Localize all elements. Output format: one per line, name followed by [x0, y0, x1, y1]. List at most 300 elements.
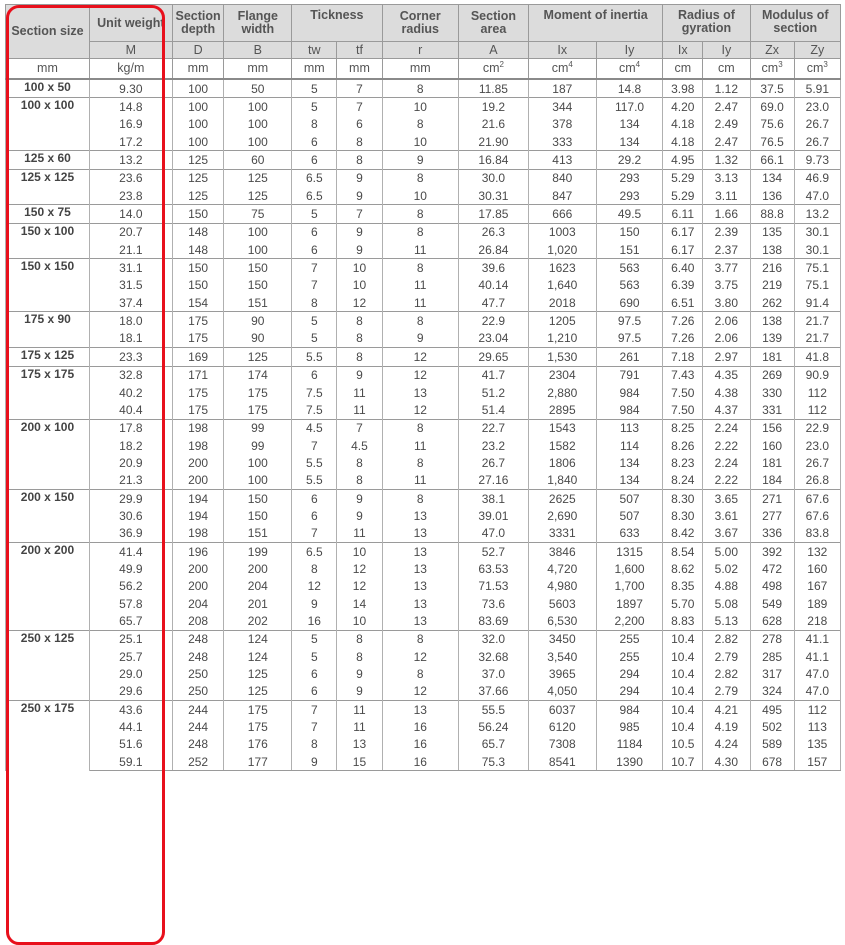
table-cell: 5: [292, 79, 337, 98]
table-cell: 2.47: [703, 133, 750, 151]
table-cell: 8: [382, 79, 458, 98]
table-cell: 32.0: [458, 630, 528, 648]
table-cell: 125: [224, 348, 292, 366]
table-cell: 23.04: [458, 330, 528, 348]
table-cell: 23.3: [89, 348, 172, 366]
table-cell: 840: [528, 169, 596, 187]
table-cell: 11: [382, 437, 458, 454]
table-cell: 13: [337, 736, 382, 753]
table-cell: 8: [337, 133, 382, 151]
table-cell: 8: [382, 312, 458, 330]
table-cell: 5.02: [703, 560, 750, 577]
table-cell: 218: [794, 612, 840, 630]
table-cell: 3.98: [663, 79, 703, 98]
table-cell: 194: [172, 507, 224, 524]
table-cell: 14.8: [89, 98, 172, 116]
table-cell: 75.1: [794, 259, 840, 277]
table-cell: 90.9: [794, 366, 840, 384]
table-cell: 5: [292, 330, 337, 348]
table-cell: 22.9: [458, 312, 528, 330]
table-cell: 2,690: [528, 507, 596, 524]
table-cell: 255: [596, 630, 663, 648]
table-cell: 5.29: [663, 187, 703, 205]
table-cell: 30.1: [794, 223, 840, 241]
table-cell: 7: [292, 525, 337, 543]
table-cell: 9: [337, 366, 382, 384]
col-header-modulus-of-section: Modulus of section: [750, 5, 840, 42]
table-cell: 2.22: [703, 472, 750, 490]
table-cell: 40.4: [89, 401, 172, 419]
table-cell: 41.1: [794, 648, 840, 665]
table-cell: 38.1: [458, 489, 528, 507]
table-cell: 27.16: [458, 472, 528, 490]
table-cell: 5.5: [292, 472, 337, 490]
table-cell: 262: [750, 294, 794, 312]
table-cell: 12: [382, 648, 458, 665]
table-cell: 3450: [528, 630, 596, 648]
table-cell: 150: [224, 259, 292, 277]
section-size-cell: 100 x 50: [6, 79, 90, 98]
table-cell: 4.37: [703, 401, 750, 419]
table-cell: 13: [382, 578, 458, 595]
table-cell: 331: [750, 401, 794, 419]
table-cell: 31.1: [89, 259, 172, 277]
section-size-cell: 175 x 175: [6, 366, 90, 419]
table-cell: 317: [750, 665, 794, 682]
table-cell: 13: [382, 507, 458, 524]
table-cell: 11: [337, 384, 382, 401]
table-cell: 507: [596, 489, 663, 507]
table-cell: 502: [750, 718, 794, 735]
table-cell: 125: [172, 187, 224, 205]
table-cell: 6: [292, 683, 337, 701]
table-cell: 8.23: [663, 454, 703, 471]
table-cell: 73.6: [458, 595, 528, 612]
table-cell: 112: [794, 401, 840, 419]
table-cell: 65.7: [458, 736, 528, 753]
table-cell: 8: [292, 116, 337, 133]
table-cell: 12: [382, 401, 458, 419]
table-cell: 30.0: [458, 169, 528, 187]
table-cell: 8: [337, 472, 382, 490]
table-cell: 208: [172, 612, 224, 630]
table-cell: 4.38: [703, 384, 750, 401]
table-row: [6, 683, 841, 701]
table-cell: 8.42: [663, 525, 703, 543]
table-cell: 100: [224, 454, 292, 471]
table-cell: 1,530: [528, 348, 596, 366]
table-cell: 628: [750, 612, 794, 630]
table-cell: 7: [337, 419, 382, 437]
section-size-cell: 150 x 75: [6, 205, 90, 223]
table-cell: 8: [382, 665, 458, 682]
table-cell: 8: [382, 205, 458, 223]
table-cell: 9: [337, 223, 382, 241]
symbol-gyration-iy: Iy: [703, 42, 750, 59]
table-cell: 15: [337, 753, 382, 771]
table-cell: 200: [224, 560, 292, 577]
table-cell: 9: [337, 241, 382, 259]
unit-depth: mm: [172, 59, 224, 80]
table-cell: 269: [750, 366, 794, 384]
table-cell: 216: [750, 259, 794, 277]
table-cell: 65.7: [89, 612, 172, 630]
table-cell: 666: [528, 205, 596, 223]
table-cell: 4.21: [703, 701, 750, 719]
table-row: [6, 312, 841, 330]
table-row: [6, 187, 841, 205]
table-cell: 7: [292, 259, 337, 277]
table-cell: 8: [337, 630, 382, 648]
table-cell: 13: [382, 595, 458, 612]
table-row: [6, 277, 841, 294]
table-cell: 4.30: [703, 753, 750, 771]
table-cell: 12: [292, 578, 337, 595]
table-cell: 9.30: [89, 79, 172, 98]
table-cell: 5: [292, 205, 337, 223]
table-row: [6, 348, 841, 366]
table-cell: 10: [337, 259, 382, 277]
table-cell: 39.6: [458, 259, 528, 277]
table-cell: 16: [382, 753, 458, 771]
table-cell: 41.1: [794, 630, 840, 648]
table-cell: 99: [224, 419, 292, 437]
table-cell: 44.1: [89, 718, 172, 735]
table-cell: 6.17: [663, 223, 703, 241]
table-cell: 8: [382, 259, 458, 277]
symbol-zy: Zy: [794, 42, 840, 59]
table-cell: 67.6: [794, 489, 840, 507]
table-cell: 117.0: [596, 98, 663, 116]
table-cell: 5.91: [794, 79, 840, 98]
col-header-moment-of-inertia: Moment of inertia: [528, 5, 663, 42]
symbol-r: r: [382, 42, 458, 59]
table-cell: 7: [337, 98, 382, 116]
table-cell: 791: [596, 366, 663, 384]
table-cell: 10: [382, 133, 458, 151]
section-properties-table: [5, 4, 841, 771]
table-cell: 23.6: [89, 169, 172, 187]
table-cell: 563: [596, 259, 663, 277]
unit-size: mm: [6, 59, 90, 80]
table-row: [6, 630, 841, 648]
table-cell: 2018: [528, 294, 596, 312]
table-cell: 1,210: [528, 330, 596, 348]
table-cell: 12: [337, 560, 382, 577]
table-cell: 51.2: [458, 384, 528, 401]
table-cell: 19.2: [458, 98, 528, 116]
table-cell: 90: [224, 330, 292, 348]
table-row: [6, 753, 841, 771]
table-cell: 8.54: [663, 542, 703, 560]
table-cell: 167: [794, 578, 840, 595]
table-cell: 294: [596, 683, 663, 701]
table-cell: 200: [172, 560, 224, 577]
table-cell: 55.5: [458, 701, 528, 719]
table-cell: 41.7: [458, 366, 528, 384]
table-cell: 9: [337, 507, 382, 524]
table-cell: 3.61: [703, 507, 750, 524]
table-cell: 175: [172, 401, 224, 419]
table-cell: 75: [224, 205, 292, 223]
table-cell: 175: [224, 701, 292, 719]
table-cell: 5: [292, 630, 337, 648]
table-cell: 1897: [596, 595, 663, 612]
table-cell: 114: [596, 437, 663, 454]
col-header-section-area: Section area: [458, 5, 528, 42]
table-cell: 175: [172, 330, 224, 348]
table-cell: 148: [172, 223, 224, 241]
table-cell: 21.90: [458, 133, 528, 151]
table-cell: 26.84: [458, 241, 528, 259]
symbol-zx: Zx: [750, 42, 794, 59]
table-cell: 16: [292, 612, 337, 630]
table-cell: 2.39: [703, 223, 750, 241]
table-cell: 14.0: [89, 205, 172, 223]
section-size-cell: 125 x 60: [6, 151, 90, 169]
table-cell: 10.4: [663, 718, 703, 735]
table-cell: 20.9: [89, 454, 172, 471]
table-cell: 135: [750, 223, 794, 241]
table-row: [6, 169, 841, 187]
table-cell: 6.11: [663, 205, 703, 223]
table-cell: 4.5: [337, 437, 382, 454]
table-row: [6, 542, 841, 560]
table-cell: 29.6: [89, 683, 172, 701]
table-cell: 255: [596, 648, 663, 665]
table-cell: 4,050: [528, 683, 596, 701]
table-cell: 10.4: [663, 630, 703, 648]
table-cell: 29.0: [89, 665, 172, 682]
table-cell: 202: [224, 612, 292, 630]
table-cell: 125: [172, 169, 224, 187]
table-cell: 13: [382, 384, 458, 401]
table-cell: 8: [337, 348, 382, 366]
table-cell: 6.39: [663, 277, 703, 294]
table-row: [6, 489, 841, 507]
table-cell: 5.29: [663, 169, 703, 187]
table-cell: 2.24: [703, 454, 750, 471]
table-cell: 200: [172, 472, 224, 490]
table-cell: 135: [794, 736, 840, 753]
table-cell: 6: [292, 241, 337, 259]
table-cell: 3.67: [703, 525, 750, 543]
table-cell: 277: [750, 507, 794, 524]
table-cell: 157: [794, 753, 840, 771]
table-cell: 176: [224, 736, 292, 753]
table-cell: 12: [337, 578, 382, 595]
table-cell: 278: [750, 630, 794, 648]
table-cell: 169: [172, 348, 224, 366]
col-header-unit-weight: Unit weight: [89, 5, 172, 42]
table-cell: 11: [337, 701, 382, 719]
table-cell: 201: [224, 595, 292, 612]
table-cell: 100: [172, 98, 224, 116]
table-cell: 6120: [528, 718, 596, 735]
table-cell: 43.6: [89, 701, 172, 719]
table-cell: 47.0: [794, 683, 840, 701]
col-header-section-depth: Section depth: [172, 5, 224, 42]
table-cell: 91.4: [794, 294, 840, 312]
table-cell: 100: [172, 79, 224, 98]
table-cell: 6: [292, 489, 337, 507]
table-cell: 9: [337, 489, 382, 507]
table-body: [6, 79, 841, 771]
col-header-radius-of-gyration: Radius of gyration: [663, 5, 750, 42]
table-cell: 633: [596, 525, 663, 543]
table-cell: 8: [382, 116, 458, 133]
unit-width: mm: [224, 59, 292, 80]
table-cell: 71.53: [458, 578, 528, 595]
table-cell: 8541: [528, 753, 596, 771]
table-cell: 5.00: [703, 542, 750, 560]
table-cell: 3.13: [703, 169, 750, 187]
table-cell: 1623: [528, 259, 596, 277]
table-row: [6, 384, 841, 401]
table-cell: 5.5: [292, 348, 337, 366]
table-cell: 150: [596, 223, 663, 241]
table-cell: 285: [750, 648, 794, 665]
table-cell: 8.30: [663, 489, 703, 507]
table-cell: 248: [172, 648, 224, 665]
table-row: [6, 736, 841, 753]
table-cell: 29.2: [596, 151, 663, 169]
table-cell: 10: [382, 98, 458, 116]
table-cell: 8: [382, 454, 458, 471]
table-cell: 171: [172, 366, 224, 384]
table-cell: 7: [292, 277, 337, 294]
table-cell: 88.8: [750, 205, 794, 223]
table-cell: 6.5: [292, 542, 337, 560]
table-cell: 7.50: [663, 384, 703, 401]
unit-tf: mm: [337, 59, 382, 80]
table-cell: 7: [292, 437, 337, 454]
table-row: [6, 401, 841, 419]
table-cell: 148: [172, 241, 224, 259]
table-cell: 219: [750, 277, 794, 294]
table-cell: 6.5: [292, 187, 337, 205]
table-cell: 132: [794, 542, 840, 560]
table-cell: 23.0: [794, 437, 840, 454]
table-cell: 12: [337, 294, 382, 312]
table-cell: 9: [382, 151, 458, 169]
table-cell: 8.25: [663, 419, 703, 437]
table-cell: 100: [224, 133, 292, 151]
symbol-tf: tf: [337, 42, 382, 59]
table-cell: 1,700: [596, 578, 663, 595]
table-cell: 199: [224, 542, 292, 560]
table-cell: 76.5: [750, 133, 794, 151]
table-cell: 6.51: [663, 294, 703, 312]
table-cell: 1.12: [703, 79, 750, 98]
table-cell: 17.8: [89, 419, 172, 437]
table-cell: 134: [750, 169, 794, 187]
table-cell: 4.24: [703, 736, 750, 753]
table-cell: 324: [750, 683, 794, 701]
table-cell: 12: [382, 683, 458, 701]
table-cell: 847: [528, 187, 596, 205]
unit-area: $cm^2$: [458, 59, 528, 80]
section-size-cell: 125 x 125: [6, 169, 90, 205]
table-cell: 156: [750, 419, 794, 437]
table-row: [6, 419, 841, 437]
table-row: [6, 648, 841, 665]
table-cell: 2.06: [703, 312, 750, 330]
table-cell: 47.0: [458, 525, 528, 543]
symbol-b: B: [224, 42, 292, 59]
table-cell: 7.5: [292, 384, 337, 401]
table-cell: 271: [750, 489, 794, 507]
unit-radius: mm: [382, 59, 458, 80]
table-cell: 200: [172, 578, 224, 595]
table-cell: 112: [794, 384, 840, 401]
symbol-m: M: [89, 42, 172, 59]
symbol-gyration-ix: Ix: [663, 42, 703, 59]
table-cell: 100: [172, 133, 224, 151]
table-cell: 3.80: [703, 294, 750, 312]
table-cell: 11: [337, 401, 382, 419]
table-cell: 252: [172, 753, 224, 771]
table-cell: 175: [224, 718, 292, 735]
section-size-cell: 175 x 125: [6, 348, 90, 366]
table-cell: 10.4: [663, 701, 703, 719]
table-cell: 3331: [528, 525, 596, 543]
table-cell: 69.0: [750, 98, 794, 116]
table-cell: 1806: [528, 454, 596, 471]
table-cell: 1543: [528, 419, 596, 437]
table-cell: 181: [750, 348, 794, 366]
table-cell: 204: [172, 595, 224, 612]
table-cell: 198: [172, 419, 224, 437]
table-cell: 100: [224, 472, 292, 490]
unit-zy: $cm^3$: [794, 59, 840, 80]
table-cell: 5.5: [292, 454, 337, 471]
table-cell: 678: [750, 753, 794, 771]
table-cell: 194: [172, 489, 224, 507]
table-cell: 1184: [596, 736, 663, 753]
table-cell: 5: [292, 312, 337, 330]
table-cell: 2,200: [596, 612, 663, 630]
table-cell: 248: [172, 736, 224, 753]
table-row: [6, 701, 841, 719]
table-cell: 5.13: [703, 612, 750, 630]
table-row: [6, 507, 841, 524]
table-cell: 83.69: [458, 612, 528, 630]
table-cell: 6.17: [663, 241, 703, 259]
table-cell: 1205: [528, 312, 596, 330]
table-cell: 8: [337, 151, 382, 169]
table-cell: 134: [596, 116, 663, 133]
table-cell: 8: [382, 419, 458, 437]
table-cell: 378: [528, 116, 596, 133]
table-cell: 26.7: [794, 116, 840, 133]
table-cell: 293: [596, 187, 663, 205]
table-cell: 13: [382, 542, 458, 560]
table-row: [6, 665, 841, 682]
symbol-a: A: [458, 42, 528, 59]
table-cell: 49.9: [89, 560, 172, 577]
table-cell: 125: [224, 683, 292, 701]
table-cell: 13: [382, 701, 458, 719]
table-cell: 56.2: [89, 578, 172, 595]
table-cell: 17.2: [89, 133, 172, 151]
table-cell: 4.19: [703, 718, 750, 735]
table-cell: 294: [596, 665, 663, 682]
table-row: [6, 205, 841, 223]
table-row: [6, 133, 841, 151]
table-cell: 26.8: [794, 472, 840, 490]
table-cell: 13: [382, 525, 458, 543]
